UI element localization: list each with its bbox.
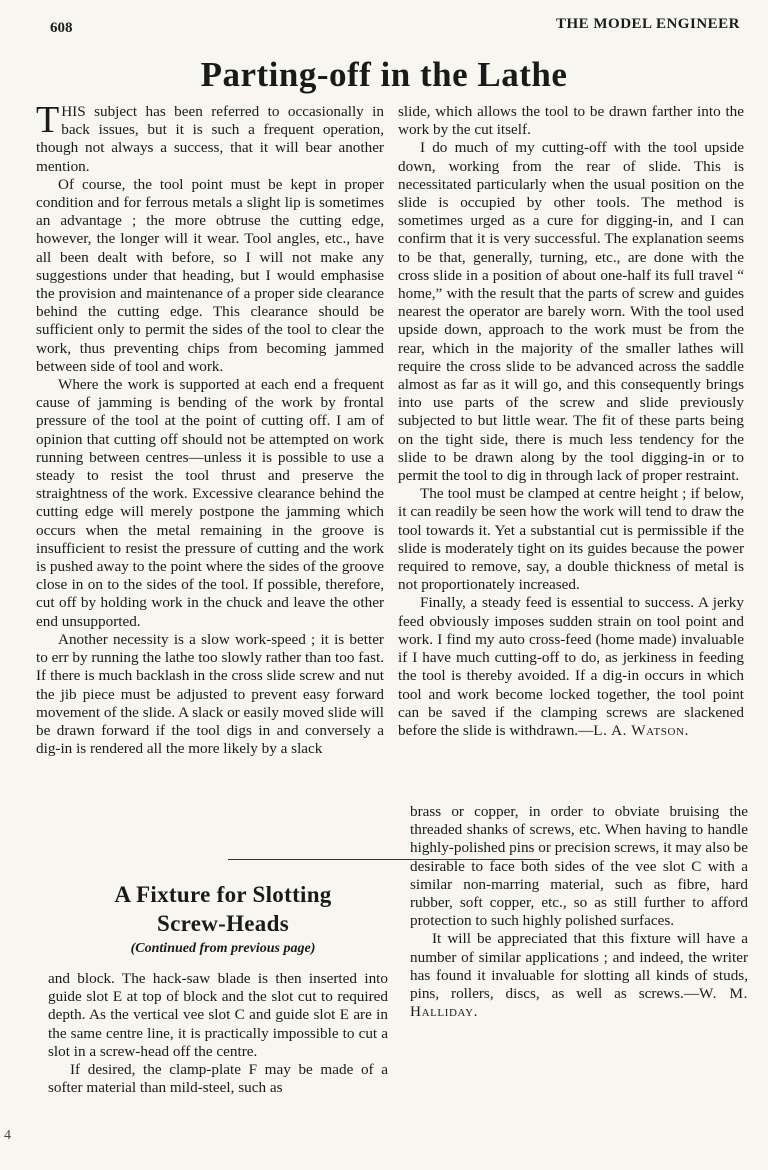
paragraph: slide, which allows the tool to be drawn farther into the work by the cut itself. [398, 103, 744, 139]
paragraph: Of course, the tool point must be kept in proper condition and for ferrous metals a slight lip is sometimes an advantage ; the more obtruse the cutting edge, however, the longer will it wear. Tool angles, etc., have all been dealt with before, so I will not make any suggestions under that heading, but I would emphasise the provision and maintenance of a proper side clearance behind the cutting edge. This clearance should be sufficient only to permit the sides of the tool to clear the work, thus preventing chips from becoming jammed between side of tool and work. [36, 175, 384, 375]
article-column-right [398, 103, 744, 740]
paragraph: brass or copper, in order to obviate bruising the threaded shanks of screws, etc. When having to handle highly-polished pins or precision screws, it may also be desirable to face both sides of the vee slot C with a similar non-marring material, such as fibre, hard rubber, soft copper, etc., so as still further to afford protection to such highly polished surfaces. [410, 803, 748, 930]
article-column-left [36, 99, 384, 758]
paragraph: Another necessity is a slow work-speed ; it is better to err by running the lathe too slowly rather than too fast. If there is much backlash in the cross slide screw and nut the jib piece must be adjusted to prevent easy forward movement of the slide. A slack or easily moved slide will be drawn forward if the tool digs in and conversely a dig-in is rendered all the more likely by a slack [36, 630, 384, 758]
article-title: Parting-off in the Lathe [200, 55, 568, 94]
drop-cap: T [36, 99, 60, 141]
article2-column-right [410, 803, 748, 1021]
paragraph: Where the work is supported at each end a frequent cause of jamming is bending of the work by frontal pressure of the tool at the point of cutting off. I am of opinion that cutting off should not be attempted on work running between centres—unless it is possible to use a steady to resist the tool thrust and preserve the straightness of the work. Excessive clearance behind the cutting edge will merely postpone the jamming which occurs when the metal remaining in the groove is insufficient to resist the pressure of cutting and the work is pushed away to the point where the sides of the groove close in on to the sides of the tool. If possible, therefore, cut off by holding work in the chuck and leave the other end unsupported. [36, 376, 384, 630]
article-subtitle: (Continued from previous page) [130, 941, 316, 956]
author-signature: W. M. Halliday. [410, 985, 748, 1021]
paragraph: The tool must be clamped at centre height ; if below, it can readily be seen how the work will tend to draw the tool towards it. Yet a substantial cut is permissible if the slide is moderately tight on its guides because the power required to remove, say, a double thickness of metal is not proportionately increased. [398, 485, 744, 594]
journal-title: THE MODEL ENGINEER [555, 16, 740, 32]
article-title-2: A Fixture for Slotting Screw-Heads [114, 882, 332, 936]
margin-mark: 4 [4, 1128, 11, 1143]
paragraph: If desired, the clamp-plate F may be made of a softer material than mild-steel, such as [48, 1061, 388, 1097]
paragraph: and block. The hack-saw blade is then inserted into guide slot E at top of block and the slot cut to required depth. As the vertical vee slot C and guide slot E are in the same centre line, it is practically impossible to cut a slot in a screw-head off the centre. [48, 970, 388, 1060]
author-signature: L. A. Watson. [593, 721, 689, 739]
page-number: 608 [50, 20, 73, 36]
article2-column-left [48, 970, 388, 1097]
paragraph: THIS subject has been referred to occasionally in back issues, but it is such a frequent operation, though not always a success, that it will bear another mention. [36, 99, 384, 175]
paragraph: Finally, a steady feed is essential to success. A jerky feed obviously imposes sudden strain on tool point and work. I find my auto cross-feed (home made) invaluable if I have much cutting-off to do, as jerkiness in feeding the tool is thereby avoided. If a dig-in occurs in which tool and work become locked together, the tool point can be saved if the clamping screws are slackened before the slide is withdrawn.—L. A. Watson. [398, 594, 744, 739]
paragraph: I do much of my cutting-off with the tool upside down, working from the rear of slide. This is necessitated particularly when the usual position on the slide is occupied by other tools. The method is sometimes urged as a cure for digging-in, and I can confirm that it is very successful. The explanation seems to be that, generally, turning, etc., are done with the cross slide in a position of about one-half its full travel “ home,” with the result that the parts of screw and guides nearest the operator are barely worn. With the tool used upside down, approach to the work must be from the rear, which in the majority of the smaller lathes will require the cross slide to be advanced across the saddle almost as far as it will go, and this consequently brings into use parts of the screw and slide previously subjected to but little wear. The fit of these parts being on the tight side, there is much less tendency for the slide to be drawn along by the tool digging-in or to permit the tool to dig in through lack of proper restraint. [398, 139, 744, 485]
paragraph: It will be appreciated that this fixture will have a number of similar applications ; and indeed, the writer has found it invaluable for slotting all kinds of studs, pins, rollers, discs, as well as screws.—W. M. Halliday. [410, 930, 748, 1021]
